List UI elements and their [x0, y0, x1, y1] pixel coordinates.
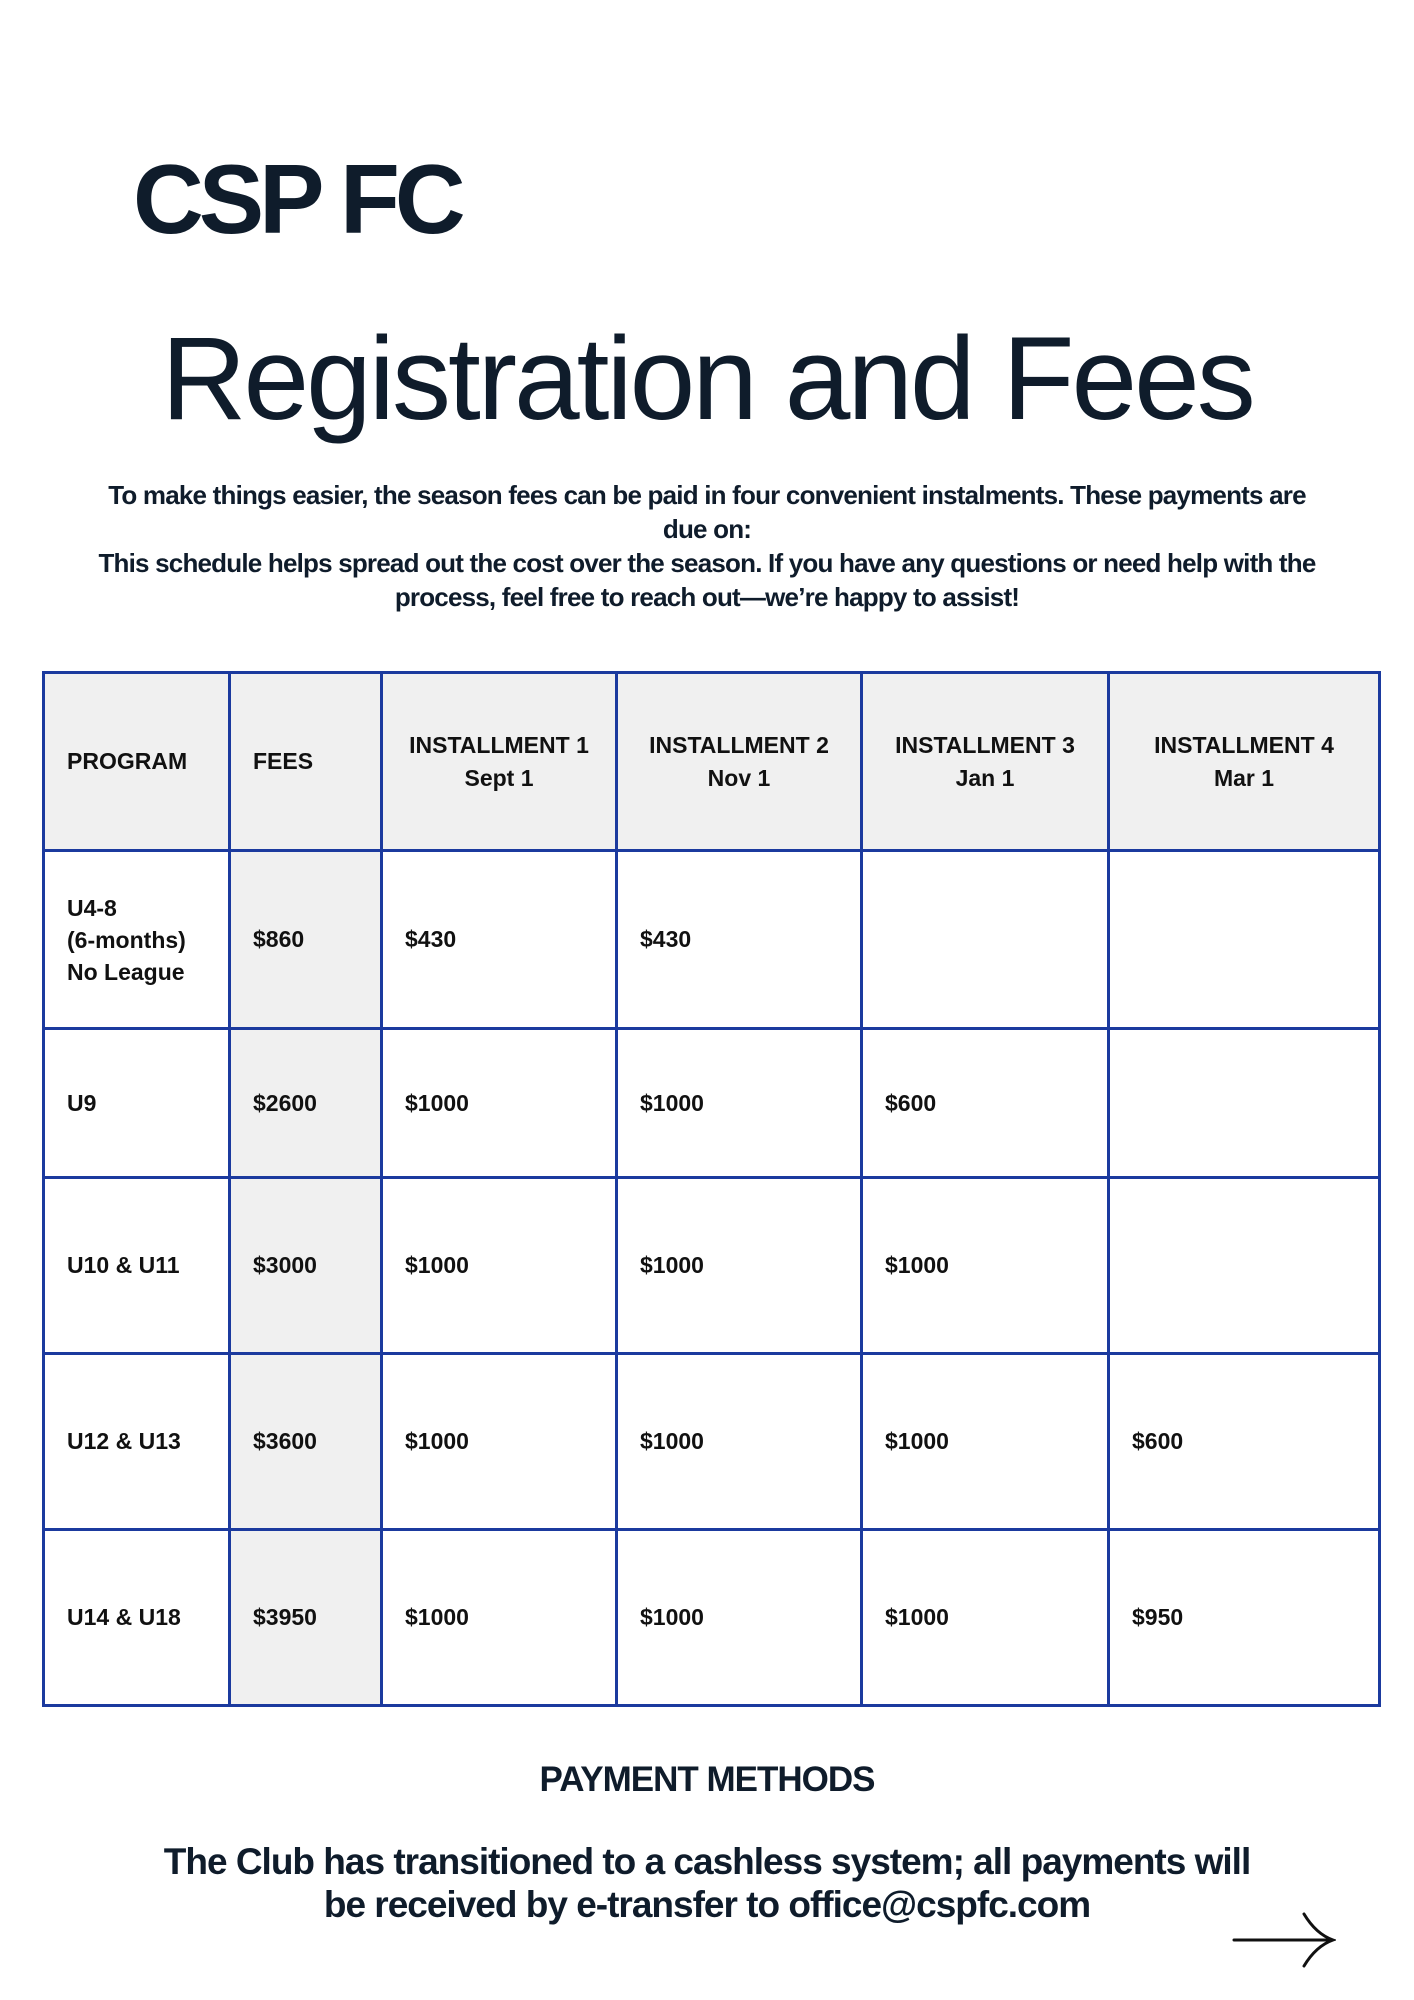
fees-cell: $3000 [230, 1178, 382, 1354]
installment-4-cell: $950 [1109, 1530, 1380, 1706]
header-installment-1 [382, 673, 617, 851]
program-cell: U10 & U11 [44, 1178, 230, 1354]
table-row [44, 1178, 1380, 1354]
table-row [44, 851, 1380, 1029]
header-installment-2-date: Nov 1 [707, 764, 771, 791]
installment-4-cell [1109, 1178, 1380, 1354]
installment-2-cell: $1000 [617, 1530, 862, 1706]
header-installment-1-date: Sept 1 [464, 764, 534, 791]
intro-paragraph-1: To make things easier, the season fees can be paid in four convenient instalments. These payments are due on: [108, 480, 1306, 544]
program-cell [44, 851, 230, 1029]
installment-2-cell: $1000 [617, 1029, 862, 1178]
header-installment-2-label: INSTALLMENT 2 [649, 731, 829, 758]
table-row [44, 1354, 1380, 1530]
fees-table [42, 671, 1381, 1707]
payment-methods-heading: PAYMENT METHODS [539, 1760, 875, 1799]
installment-2-cell: $1000 [617, 1178, 862, 1354]
program-cell: U12 & U13 [44, 1354, 230, 1530]
intro-paragraph-2: This schedule helps spread out the cost over the season. If you have any questions or need help with the process, feel free to reach out—we’re happy to assist! [98, 548, 1316, 612]
installment-1-cell: $1000 [382, 1354, 617, 1530]
payment-methods-text [120, 1840, 1294, 1926]
installment-4-cell: $600 [1109, 1354, 1380, 1530]
header-installment-3-date: Jan 1 [955, 764, 1015, 791]
installment-3-cell: $1000 [862, 1354, 1109, 1530]
header-fees: FEES [230, 673, 382, 851]
installment-1-cell: $430 [382, 851, 617, 1029]
installment-3-cell [862, 851, 1109, 1029]
fees-cell: $3950 [230, 1530, 382, 1706]
fees-cell: $2600 [230, 1029, 382, 1178]
header-installment-3 [862, 673, 1109, 851]
installment-1-cell: $1000 [382, 1029, 617, 1178]
fees-cell: $3600 [230, 1354, 382, 1530]
header-installment-2 [617, 673, 862, 851]
header-installment-3-label: INSTALLMENT 3 [895, 731, 1075, 758]
header-installment-4-label: INSTALLMENT 4 [1154, 731, 1334, 758]
program-cell: U9 [44, 1029, 230, 1178]
header-program: PROGRAM [44, 673, 230, 851]
installment-3-cell: $1000 [862, 1178, 1109, 1354]
payment-line-2: be received by e-transfer to office@cspfc.com [323, 1884, 1091, 1925]
program-name: U4-8 [67, 894, 117, 921]
program-note: No League [67, 958, 185, 985]
header-installment-1-label: INSTALLMENT 1 [409, 731, 589, 758]
table-row [44, 1530, 1380, 1706]
header-installment-4 [1109, 673, 1380, 851]
intro-text [90, 478, 1324, 614]
program-cell: U14 & U18 [44, 1530, 230, 1706]
installment-2-cell: $1000 [617, 1354, 862, 1530]
table-header-row [44, 673, 1380, 851]
installment-1-cell: $1000 [382, 1530, 617, 1706]
header-installment-4-date: Mar 1 [1213, 764, 1275, 791]
club-logo: CSP FC [133, 144, 461, 254]
installment-4-cell [1109, 851, 1380, 1029]
table-row [44, 1029, 1380, 1178]
installment-2-cell: $430 [617, 851, 862, 1029]
page-title: Registration and Fees [161, 313, 1253, 445]
installment-1-cell: $1000 [382, 1178, 617, 1354]
installment-3-cell: $1000 [862, 1530, 1109, 1706]
installment-4-cell [1109, 1029, 1380, 1178]
payment-line-1: The Club has transitioned to a cashless system; all payments will [163, 1841, 1251, 1882]
fees-cell: $860 [230, 851, 382, 1029]
program-duration: (6-months) [67, 926, 186, 953]
arrow-right-icon[interactable] [1232, 1912, 1336, 1968]
installment-3-cell: $600 [862, 1029, 1109, 1178]
